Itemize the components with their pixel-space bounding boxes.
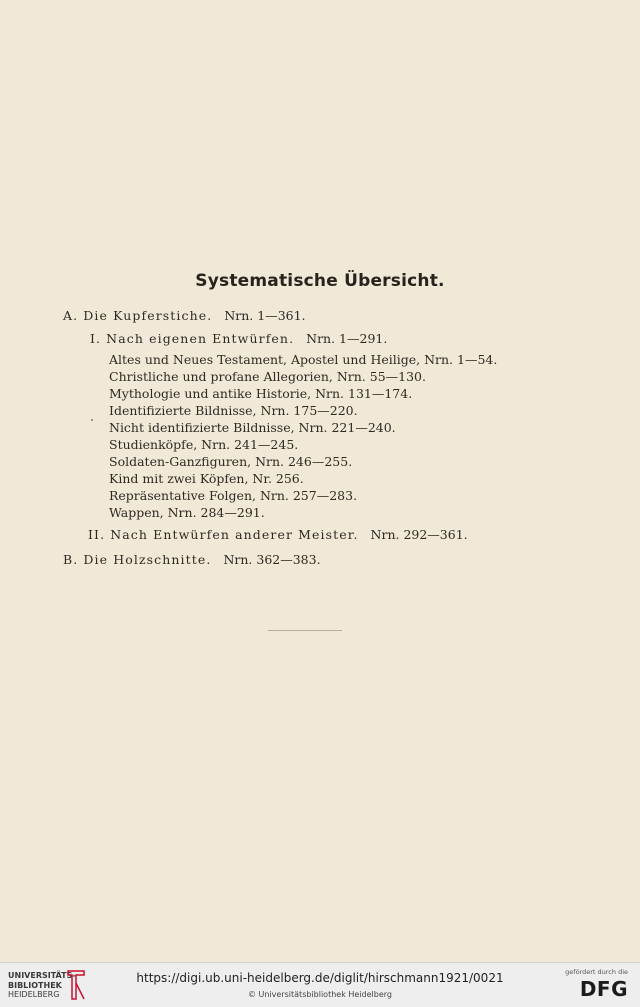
section-a <box>63 308 306 323</box>
section-a2-label: II. Nach Entwürfen anderer Meister. <box>88 527 359 542</box>
library-name-line: UNIVERSITÄTS- <box>8 971 76 980</box>
list-item: Mythologie und antike Historie, Nrn. 131—174. <box>109 386 413 401</box>
list-item: Repräsentative Folgen, Nrn. 257—283. <box>109 488 358 503</box>
footer-bar <box>0 962 640 1007</box>
section-a1 <box>90 331 387 346</box>
section-b-label: B. Die Holzschnitte. <box>63 552 212 567</box>
section-a-range: Nrn. 1—361. <box>224 308 306 323</box>
section-a2-range: Nrn. 292—361. <box>370 527 468 542</box>
print-mark <box>91 419 93 421</box>
library-name-line: BIBLIOTHEK <box>8 980 62 990</box>
section-a1-label: I. Nach eigenen Entwürfen. <box>90 331 295 346</box>
list-item: Soldaten-Ganzfiguren, Nrn. 246—255. <box>109 454 353 469</box>
page-title: Systematische Übersicht. <box>195 271 445 291</box>
list-item: Kind mit zwei Köpfen, Nr. 256. <box>109 471 304 486</box>
divider <box>268 630 342 631</box>
section-b <box>63 552 321 567</box>
section-a1-range: Nrn. 1—291. <box>306 331 388 346</box>
funding-note: gefördert durch die <box>565 968 628 976</box>
list-item: Wappen, Nrn. 284—291. <box>109 505 265 520</box>
section-a2 <box>88 527 468 542</box>
section-a-label: A. Die Kupferstiche. <box>63 308 213 323</box>
list-item: Identifizierte Bildnisse, Nrn. 175—220. <box>109 403 358 418</box>
section-b-range: Nrn. 362—383. <box>223 552 321 567</box>
copyright-text: © Universitätsbibliothek Heidelberg <box>247 990 392 999</box>
list-item: Nicht identifizierte Bildnisse, Nrn. 221—240. <box>109 420 396 435</box>
dfg-logo: DFG <box>579 977 628 1001</box>
list-item: Christliche und profane Allegorien, Nrn. 55—130. <box>109 369 426 384</box>
list-item: Studienköpfe, Nrn. 241—245. <box>109 437 299 452</box>
library-name-line: HEIDELBERG <box>8 990 60 999</box>
list-item: Altes und Neues Testament, Apostel und Heilige, Nrn. 1—54. <box>109 352 498 367</box>
permalink-url[interactable]: https://digi.ub.uni-heidelberg.de/diglit/hirschmann1921/0021 <box>136 971 504 985</box>
